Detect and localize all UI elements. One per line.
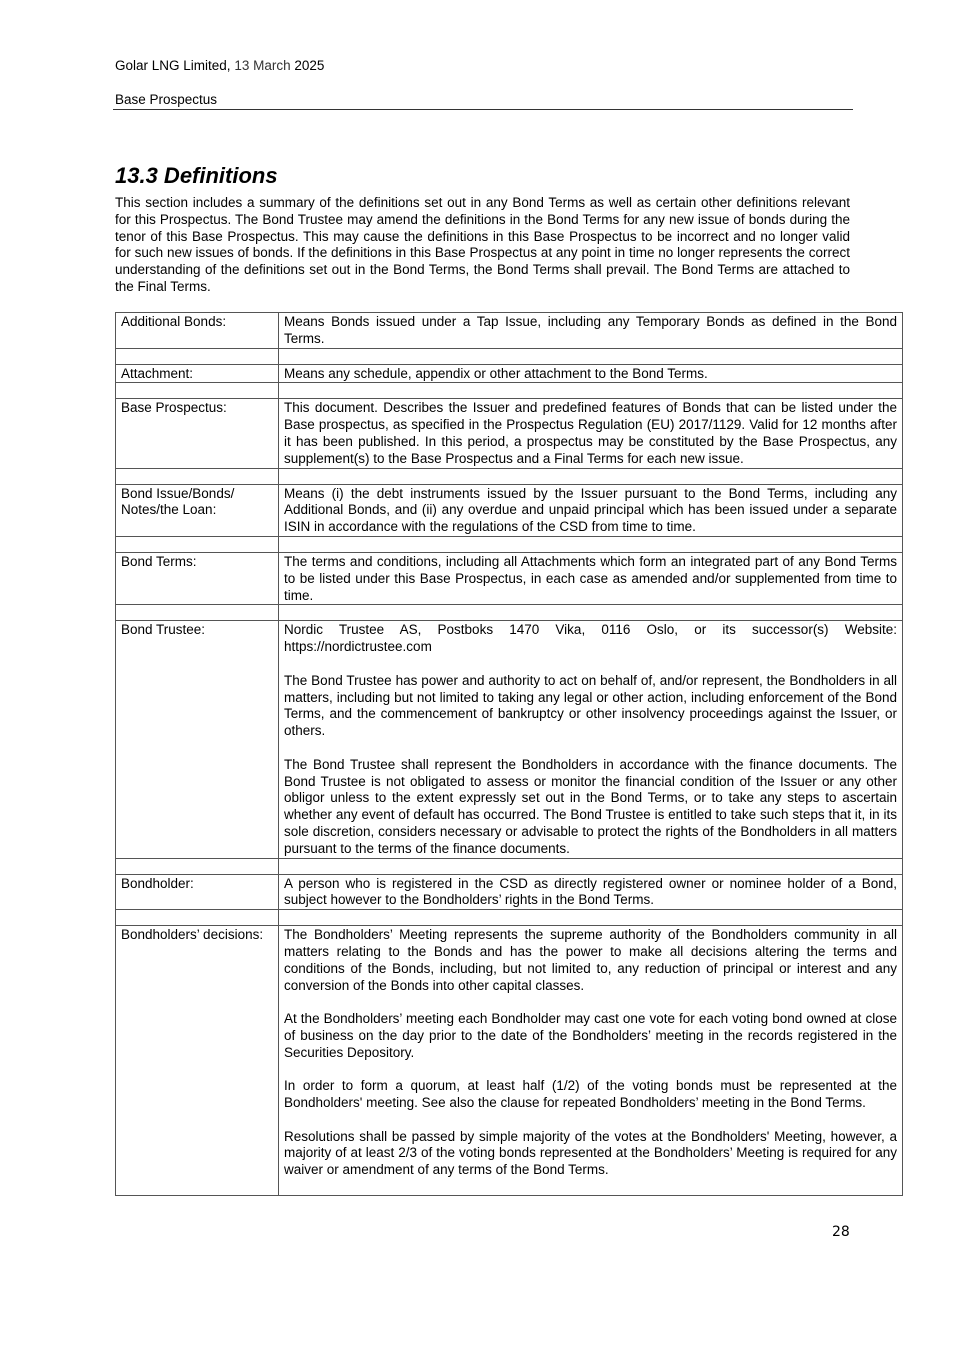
- definition-term: Bond Terms:: [116, 552, 279, 604]
- definition-paragraph: The Bond Trustee has power and authority to act on behalf of, and/or represent, the Bondholders in all matters, including but not limited to taking any legal or other action, including enforcement of the Bond Terms, and the commencement of bankruptcy or other insolvency proceedings against the Issuer, or others.: [284, 672, 897, 739]
- definition-term: Bondholder:: [116, 874, 279, 910]
- definition-text: [279, 484, 903, 536]
- table-row: [116, 621, 903, 858]
- year: 2025: [294, 58, 325, 73]
- spacer-row: [116, 605, 903, 621]
- spacer-row: [116, 858, 903, 874]
- definition-paragraph: Means (i) the debt instruments issued by the Issuer pursuant to the Bond Terms, including any Additional Bonds, and (ii) any overdue and unpaid principal which has been issued under a separate ISIN in accordance with the regulations of the CSD from time to time.: [284, 485, 897, 535]
- definition-paragraph: This document. Describes the Issuer and predefined features of Bonds that can be listed under the Base prospectus, as specified in the Prospectus Regulation (EU) 2017/1129. Valid for 12 months after it has been published. In this period, a prospectus may be constituted by the Base Prospectus, any supplement(s) to the Base Prospectus and a Final Terms for each new issue.: [284, 400, 897, 466]
- empty-cell: [279, 605, 903, 621]
- definition-term: Attachment:: [116, 364, 279, 383]
- table-row: [116, 874, 903, 910]
- empty-cell: [279, 468, 903, 484]
- page-number: 28: [832, 1224, 850, 1240]
- spacer-row: [116, 910, 903, 926]
- table-row: [116, 484, 903, 536]
- definition-term: Bond Trustee:: [116, 621, 279, 858]
- spacer-row: [116, 536, 903, 552]
- definition-paragraph: Resolutions shall be passed by simple majority of the votes at the Bondholders' Meeting, however, a majority of at least 2/3 of the voting bonds represented at the Bondholders’ Meeting is required for any waiver or amendment of any terms of the Bond Terms.: [284, 1128, 897, 1178]
- table-row: [116, 552, 903, 604]
- empty-cell: [279, 383, 903, 399]
- company-name: Golar LNG Limited,: [115, 58, 231, 73]
- definition-text: [279, 926, 903, 1196]
- definition-text: [279, 364, 903, 383]
- empty-cell: [279, 910, 903, 926]
- header-company-date: [115, 58, 324, 73]
- empty-cell: [116, 858, 279, 874]
- definition-term: Base Prospectus:: [116, 399, 279, 468]
- table-row: [116, 364, 903, 383]
- definition-term: Bondholders’ decisions:: [116, 926, 279, 1196]
- table-row: [116, 313, 903, 349]
- definition-term: Additional Bonds:: [116, 313, 279, 349]
- definition-text: [279, 313, 903, 349]
- definition-text: [279, 552, 903, 604]
- header-divider: [113, 109, 853, 110]
- empty-cell: [279, 536, 903, 552]
- definition-text: [279, 399, 903, 468]
- section-title: 13.3 Definitions: [115, 163, 278, 188]
- definitions-table: [115, 312, 903, 1196]
- definition-paragraph: The Bondholders’ Meeting represents the supreme authority of the Bondholders community in all matters relating to the Bonds and has the power to make all decisions altering the terms and conditions of the Bonds, including, but not limited to, any reduction of principal or interest and any conversion of the Bonds into other capital classes.: [284, 927, 897, 993]
- date: 13 March: [234, 58, 291, 73]
- header-doc-title: Base Prospectus: [115, 92, 218, 107]
- empty-cell: [116, 348, 279, 364]
- definition-paragraph: Means any schedule, appendix or other attachment to the Bond Terms.: [284, 365, 708, 381]
- definition-paragraph: The Bond Trustee shall represent the Bondholders in accordance with the finance documents. The Bond Trustee is not obligated to assess or monitor the financial condition of the Issuer or any other obligor unless to the extent expressly set out in the Bond Terms, or to take any steps to ascertain whether any event of default has occurred. The Bond Trustee is entitled to take such steps that it, in its sole discretion, considers necessary or advisable to protect the rights of the Bondholders in all matters pursuant to the terms of the finance documents.: [284, 756, 897, 856]
- definition-paragraph: The terms and conditions, including all Attachments which form an integrated part of any Bond Terms to be listed under this Base Prospectus, in each case as amended and/or supplemented from time to time.: [284, 553, 897, 603]
- section-intro: This section includes a summary of the definitions set out in any Bond Terms as well as certain other definitions relevant for this Prospectus. The Bond Trustee may amend the definitions in the Bond Terms for any new issue of bonds during the tenor of this Base Prospectus. This may cause the definitions in this Base Prospectus to be incorrect and no longer valid for such new issues of bonds. If the definitions in this Base Prospectus at any point in time no longer represents the correct understanding of the definitions set out in the Bond Terms, the Bond Terms shall prevail. The Bond Terms are attached to the Final Terms.: [115, 195, 850, 294]
- definition-paragraph: Means Bonds issued under a Tap Issue, including any Temporary Bonds as defined in the Bond Terms.: [284, 314, 897, 346]
- empty-cell: [116, 468, 279, 484]
- table-row: [116, 926, 903, 1196]
- empty-cell: [116, 910, 279, 926]
- definition-paragraph: In order to form a quorum, at least half (1/2) of the voting bonds must be represented at the Bondholders' meeting. See also the clause for repeated Bondholders’ meeting in the Bond Terms.: [284, 1078, 897, 1111]
- empty-cell: [279, 348, 903, 364]
- definition-paragraph: A person who is registered in the CSD as directly registered owner or nominee holder of a Bond, subject however to the Bondholders’ rights in the Bond Terms.: [284, 875, 897, 908]
- spacer-row: [116, 383, 903, 399]
- empty-cell: [116, 536, 279, 552]
- definition-text: [279, 874, 903, 910]
- definition-term: Bond Issue/Bonds/ Notes/the Loan:: [116, 484, 279, 536]
- table-row: [116, 399, 903, 468]
- empty-cell: [116, 383, 279, 399]
- empty-cell: [116, 605, 279, 621]
- definition-text: [279, 621, 903, 858]
- empty-cell: [279, 858, 903, 874]
- spacer-row: [116, 468, 903, 484]
- spacer-row: [116, 348, 903, 364]
- definition-paragraph: At the Bondholders’ meeting each Bondholder may cast one vote for each voting bond owned at close of business on the day prior to the date of the Bondholders’ meeting in the records registered in the Securities Depository.: [284, 1011, 897, 1060]
- definition-paragraph: Nordic Trustee AS, Postboks 1470 Vika, 0116 Oslo, or its successor(s) Website: https://nordictrustee.com: [284, 622, 897, 655]
